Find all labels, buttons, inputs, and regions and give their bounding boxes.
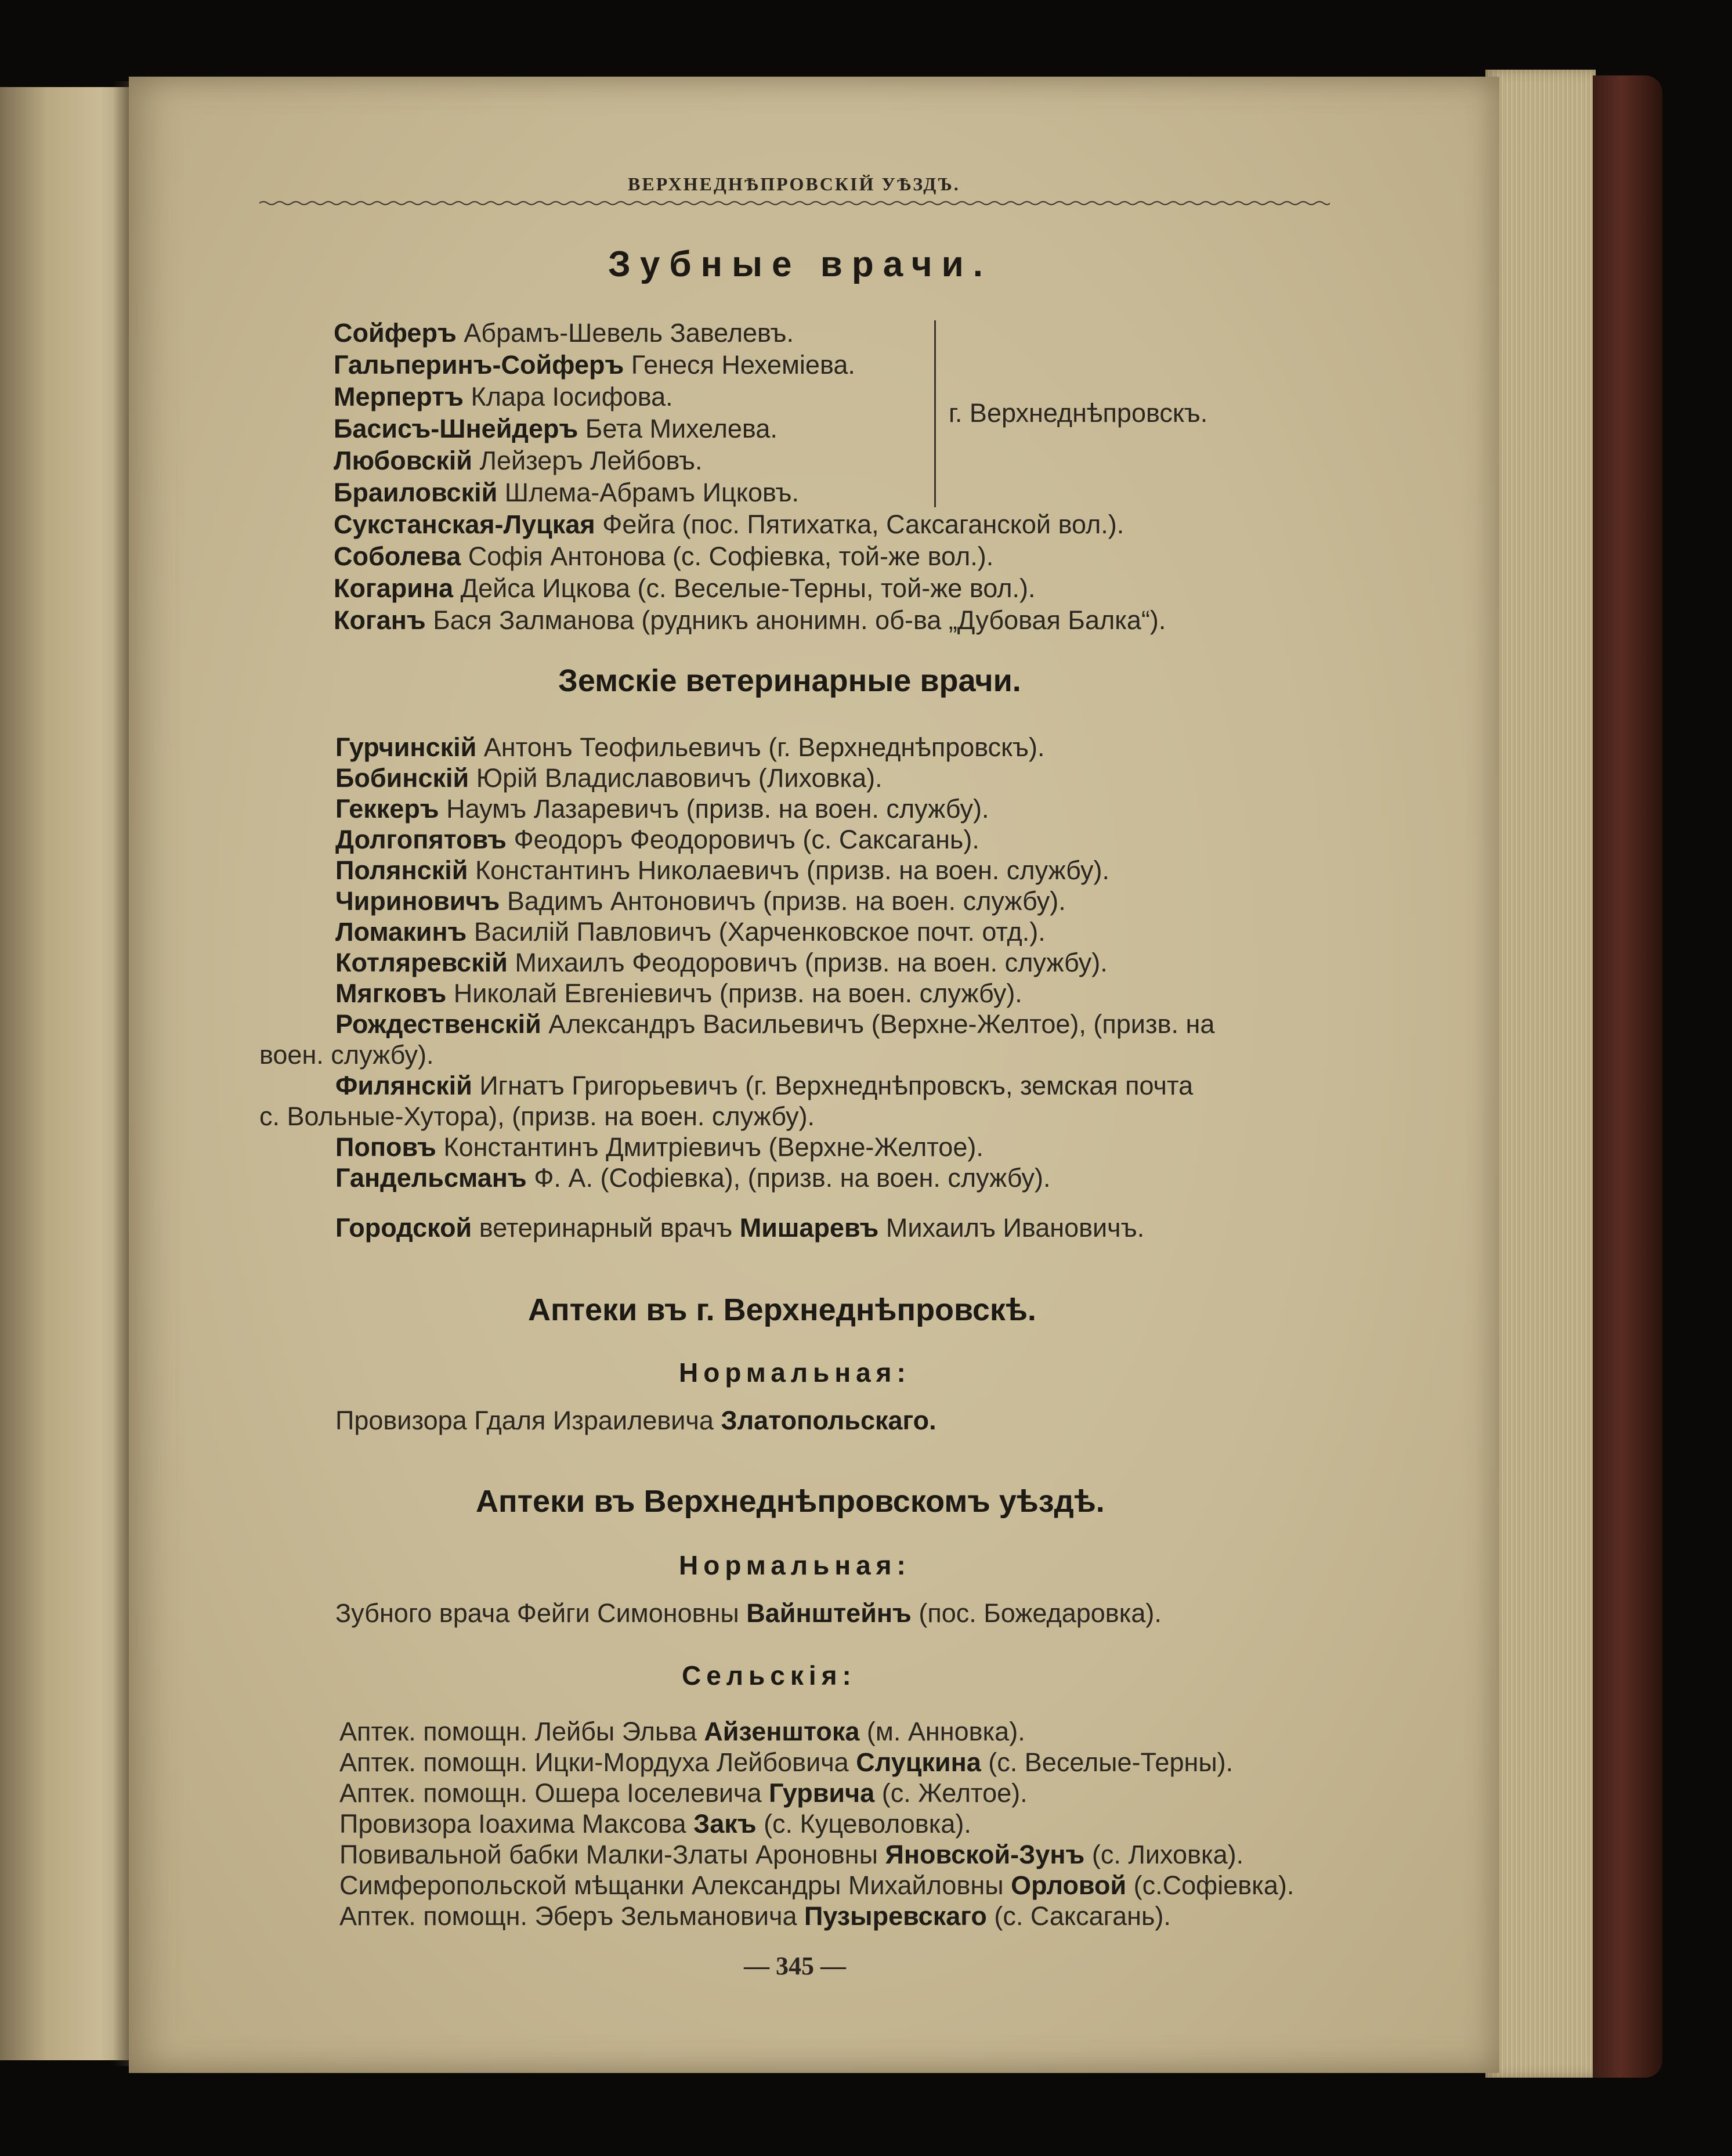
list-item: Котляревскій Михаилъ Феодоровичъ (призв. на воен. службу). — [335, 948, 1108, 977]
list-item: Гандельсманъ Ф. А. (Софіевка), (призв. на воен. службу). — [335, 1163, 1051, 1193]
list-item: Аптек. помощн. Ицки-Мордуха Лейбовича Слуцкина (с. Веселые-Терны). — [339, 1747, 1234, 1777]
list-item: Басисъ-Шнейдеръ Бета Михелева. — [334, 414, 778, 443]
list-item: Ломакинъ Василій Павловичъ (Харченковское почт. отд.). — [335, 917, 1046, 947]
city-normal-subheading: Нормальная: — [679, 1357, 911, 1388]
list-item: Повивальной бабки Малки-Златы Ароновны Яновской-Зунъ (с. Лиховка). — [339, 1840, 1244, 1869]
grouping-bracket — [921, 320, 936, 507]
list-item: Поповъ Константинъ Дмитріевичъ (Верхне-Желтое). — [335, 1132, 983, 1162]
list-item: Гальперинъ-Сойферъ Генеся Нехеміева. — [334, 350, 855, 380]
list-item-continuation: с. Вольные-Хутора), (призв. на воен. службу). — [259, 1102, 815, 1131]
list-item: Коганъ Бася Залманова (рудникъ анонимн. об-ва „Дубовая Балка“). — [334, 605, 1166, 635]
rural-subheading: Сельскія: — [682, 1660, 856, 1691]
list-item: Гурчинскій Антонъ Теофильевичъ (г. Верхнеднѣпровскъ). — [335, 732, 1045, 762]
city-vet-line: Городской ветеринарный врачъ Мишаревъ Михаилъ Ивановичъ. — [335, 1213, 1145, 1243]
list-item: Рождественскій Александръ Васильевичъ (Верхне-Желтое), (призв. на — [335, 1009, 1215, 1039]
city-pharmacy-line: Провизора Гдаля Израилевича Златопольскаго. — [335, 1406, 936, 1435]
district-pharmacies-heading: Аптеки въ Верхнеднѣпровскомъ уѣздѣ. — [476, 1484, 1105, 1519]
wavy-rule — [259, 200, 1330, 206]
list-item: Аптек. помощн. Эберъ Зельмановича Пузыревскаго (с. Саксагань). — [339, 1901, 1171, 1931]
list-item: Мерпертъ Клара Іосифова. — [334, 382, 673, 411]
list-item: Мягковъ Николай Евгеніевичъ (призв. на воен. службу). — [335, 978, 1022, 1008]
city-pharmacies-heading: Аптеки въ г. Верхнеднѣпровскѣ. — [528, 1292, 1036, 1327]
list-item: Полянскій Константинъ Николаевичъ (призв. на воен. службу). — [335, 855, 1109, 885]
list-item: Симферопольской мѣщанки Александры Михайловны Орловой (с.Софіевка). — [339, 1870, 1295, 1900]
list-item: Сойферъ Абрамъ-Шевель Завелевъ. — [334, 318, 794, 348]
book-cover — [1593, 75, 1662, 2078]
list-item: Долгопятовъ Феодоръ Феодоровичъ (с. Саксагань). — [335, 825, 979, 854]
list-item: Соболева Софія Антонова (с. Софіевка, той-же вол.). — [334, 541, 994, 571]
district-normal-subheading: Нормальная: — [679, 1550, 911, 1580]
list-item: Браиловскій Шлема-Абрамъ Ицковъ. — [334, 478, 800, 507]
page-block-edges — [1485, 70, 1596, 2078]
list-item: Аптек. помощн. Ошера Іоселевича Гурвича (с. Желтое). — [339, 1778, 1028, 1808]
list-item: Когарина Дейса Ицкова (с. Веселые-Терны, той-же вол.). — [334, 573, 1036, 603]
running-head: ВЕРХНЕДНѢПРОВСКІЙ УѢЗДЪ. — [628, 174, 960, 194]
list-item-continuation: воен. службу). — [259, 1040, 434, 1070]
list-item: Филянскій Игнатъ Григорьевичъ (г. Верхнеднѣпровскъ, земская почта — [335, 1071, 1194, 1100]
list-item: Провизора Іоахима Максова Закъ (с. Куцеволовка). — [339, 1809, 971, 1839]
list-item: Бобинскій Юрій Владиславовичъ (Лиховка). — [335, 763, 883, 793]
group-location: г. Верхнеднѣпровскъ. — [949, 398, 1208, 428]
list-item: Сукстанская-Луцкая Фейга (пос. Пятихатка, Саксаганской вол.). — [334, 510, 1124, 539]
list-item: Чириновичъ Вадимъ Антоновичъ (призв. на воен. службу). — [335, 886, 1066, 916]
vets-heading: Земскіе ветеринарные врачи. — [558, 663, 1021, 698]
list-item: Геккеръ Наумъ Лазаревичъ (призв. на воен. службу). — [335, 794, 989, 824]
page-number: — 345 — — [744, 1952, 846, 1980]
dentists-heading: Зубные врачи. — [608, 244, 992, 284]
district-normal-line: Зубного врача Фейги Симоновны Вайнштейнъ (пос. Божедаровка). — [335, 1598, 1162, 1628]
list-item: Любовскій Лейзеръ Лейбовъ. — [334, 446, 703, 475]
list-item: Аптек. помощн. Лейбы Эльва Айзенштока (м. Анновка). — [339, 1717, 1025, 1746]
